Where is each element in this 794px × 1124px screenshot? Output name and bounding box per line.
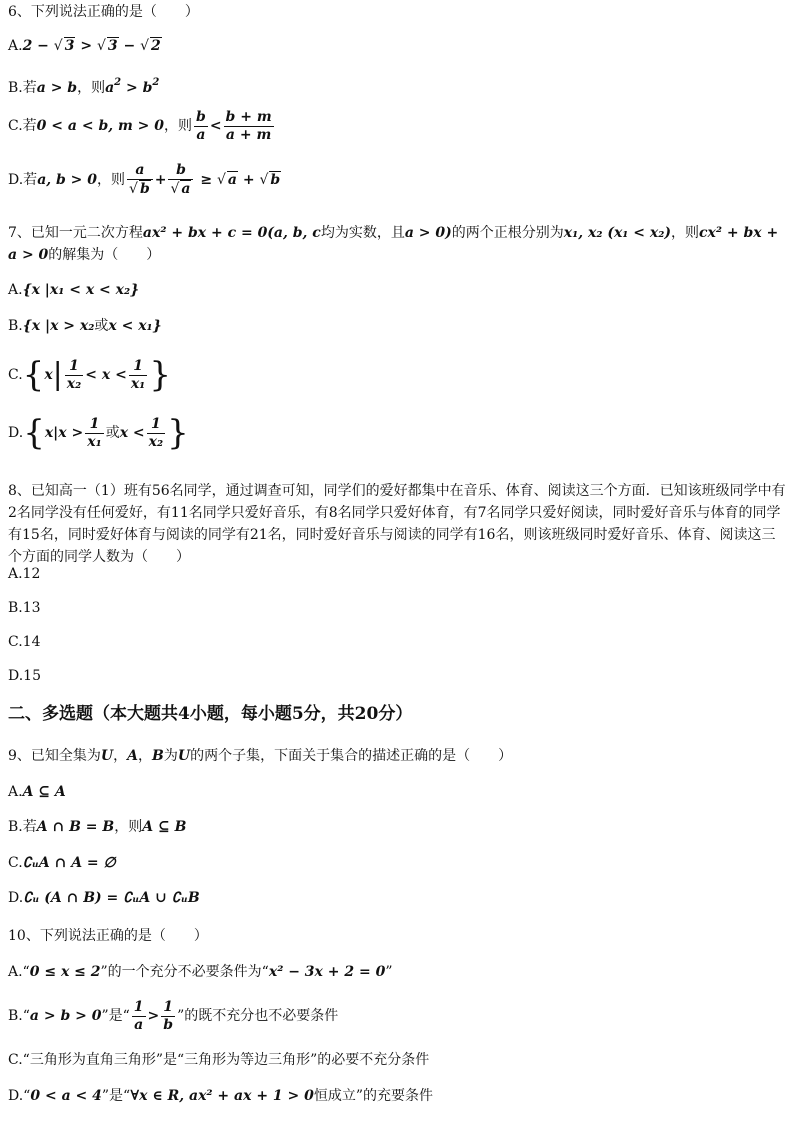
q8-stem: 8、已知高一（1）班有56名同学，通过调查可知，同学们的爱好都集中在音乐、体育、阅读这三个方面．已知该班级同学中有2名同学没有任何爱好，有11名同学只爱好音乐，有8名同学只爱好体育，有7名同学只爱好阅读，同时爱好音乐与体育的同学有15名，同时爱好体育与阅读的同学有21名，同时爱好音乐与阅读的同学有16名，则该班级同时爱好音乐、体育、阅读这三个方面的同学人数为（ ） <box>8 483 786 565</box>
q6-option-c: C.若0 < a < b, m > 0，则 $\frac{b}{a}$ < $\frac{b + m}{a + m}$ <box>8 108 272 143</box>
fraction: $\frac{1}{\text{x₂}}$ <box>66 357 82 392</box>
q6-stem: 6、下列说法正确的是（ ） <box>8 4 199 20</box>
q10-option-b: B.“a > b > 0”是“ $\frac{1}{a}$ > $\frac{1}{b}$ ”的既不充分也不必要条件 <box>8 998 339 1033</box>
q8-option-c: C.14 <box>8 634 41 650</box>
q9-option-b: B.若A ∩ B = B，则A ⊆ B <box>8 819 187 835</box>
q10-stem: 10、下列说法正确的是（ ） <box>8 928 208 944</box>
q8-option-b: B.13 <box>8 600 41 616</box>
q8-option-d: D.15 <box>8 668 41 684</box>
fraction: $\frac{b}{√ a}$ <box>168 162 193 198</box>
q8-option-a: A.12 <box>8 566 41 582</box>
fraction: $\frac{a}{√ b}$ <box>127 162 153 198</box>
q7-option-a: A.{x |x₁ < x < x₂} <box>8 282 140 298</box>
q10-option-a: A.“0 ≤ x ≤ 2”的一个充分不必要条件为“x² − 3x + 2 = 0” <box>8 964 393 980</box>
q10-option-c: C.“三角形为直角三角形”是“三角形为等边三角形”的必要不充分条件 <box>8 1052 430 1068</box>
q7-stem: 7、已知一元二次方程ax² + bx + c = 0(a, b, c均为实数，且a > 0)的两个正根分别为x₁, x₂ (x₁ < x₂)，则cx² + bx + a > 0的解集为（ ） <box>8 225 779 263</box>
section-heading: 二、多选题（本大题共4小题，每小题5分，共20分） <box>8 704 413 724</box>
fraction: $\frac{1}{b}$ <box>163 998 174 1033</box>
q9-option-d: D.∁ᵤ (A ∩ B) = ∁ᵤA ∪ ∁ᵤB <box>8 890 200 906</box>
q7-option-c: C.{x| $\frac{1}{\text{x₂}}$ < x < $\frac{1}{\text{x₁}}$ } <box>8 355 171 395</box>
q6-option-b: B.若a > b，则$a^2 > b^2$ <box>8 77 160 96</box>
fraction: $\frac{1}{\text{x₂}}$ <box>148 415 164 450</box>
fraction: $\frac{1}{\text{x₁}}$ <box>87 415 102 450</box>
q7-option-d: D.{x|x > $\frac{1}{\text{x₁}}$ 或x < $\frac{1}{\text{x₂}}$ } <box>8 413 189 453</box>
q9-option-c: C.∁ᵤA ∩ A = ∅ <box>8 855 116 871</box>
q9-option-a: A.A ⊆ A <box>8 784 66 800</box>
q7-option-b: B.{x |x > x₂或x < x₁} <box>8 318 162 334</box>
fraction: $\frac{1}{a}$ <box>133 998 144 1033</box>
fraction: $\frac{b}{a}$ <box>196 108 206 143</box>
q6-option-a: A.2 − √ 3 > √ 3 − √ 2 <box>8 38 161 54</box>
fraction: $\frac{1}{\text{x₁}}$ <box>130 357 146 392</box>
q9-stem: 9、已知全集为U，A，B为U的两个子集，下面关于集合的描述正确的是（ ） <box>8 748 513 764</box>
fraction: $\frac{b + m}{a + m}$ <box>225 108 272 143</box>
q6-option-d: D.若a, b > 0，则 $\frac{a}{√ b}$ + $\frac{b}{√ a}$ ≥ √ a + √ b <box>8 162 281 197</box>
q10-option-d: D.“0 < a < 4”是“∀x ∈ R, ax² + ax + 1 > 0恒成立”的充要条件 <box>8 1088 434 1104</box>
